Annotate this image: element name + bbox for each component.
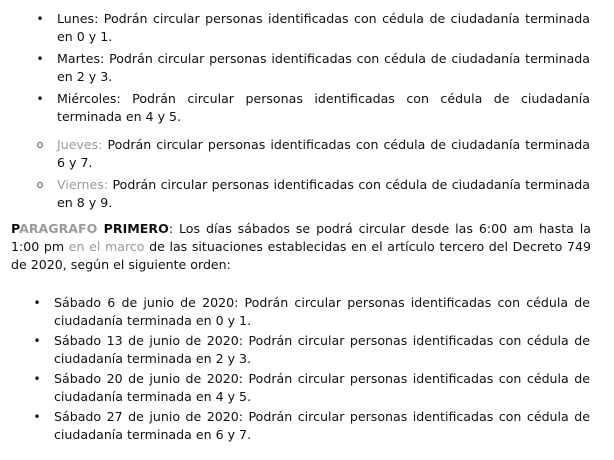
day-label: Jueves: bbox=[57, 137, 103, 152]
paragraph-text-faded: en el marco bbox=[68, 239, 145, 254]
item-text: Podrán circular personas identificadas con cédula de ciudadanía terminada 6 y 7. bbox=[57, 137, 590, 170]
bullet-icon: • bbox=[33, 410, 41, 424]
list-item bbox=[33, 294, 590, 330]
item-text: Podrán circular personas identificadas con cédula de ciudadanía terminada en 8 y 9. bbox=[57, 177, 590, 210]
saturday-schedule-list bbox=[33, 294, 590, 446]
item-text: Sábado 27 de junio de 2020: Podrán circular personas identificadas con cédula de ciudadanía terminada en 6 y 7. bbox=[54, 409, 590, 442]
list-item bbox=[36, 50, 590, 86]
item-text: Sábado 13 de junio de 2020: Podrán circular personas identificadas con cédula de ciudadanía terminada en 2 y 3. bbox=[54, 333, 590, 366]
item-text: Sábado 20 de junio de 2020: Podrán circular personas identificadas con cédula de ciudadanía terminada en 4 y 5. bbox=[54, 371, 590, 404]
paragraph-primero bbox=[11, 220, 591, 274]
paragraph-text-b: de las situaciones establecidas en el artículo tercero del Decreto 749 de 2020, según el siguiente orden: bbox=[11, 239, 591, 272]
hollow-bullet-icon: o bbox=[36, 178, 44, 191]
day-label: Miércoles: bbox=[57, 91, 121, 106]
hollow-bullet-icon: o bbox=[36, 138, 44, 151]
day-label: Viernes: bbox=[57, 177, 109, 192]
bullet-icon: • bbox=[33, 334, 41, 348]
item-text: Podrán circular personas identificadas con cédula de ciudadanía terminada en 4 y 5. bbox=[57, 91, 590, 124]
day-label: Martes: bbox=[57, 51, 105, 66]
heading-faded: ARAGRAFO bbox=[19, 221, 98, 236]
list-item bbox=[33, 370, 590, 406]
list-item bbox=[33, 332, 590, 368]
item-text: Podrán circular personas identificadas con cédula de ciudadanía terminada en 2 y 3. bbox=[57, 51, 590, 84]
list-item bbox=[36, 10, 590, 46]
heading-rest: PRIMERO bbox=[97, 221, 169, 236]
bullet-icon: • bbox=[33, 296, 41, 310]
bullet-icon: • bbox=[36, 92, 44, 106]
list-item bbox=[36, 90, 590, 126]
bullet-icon: • bbox=[36, 12, 44, 26]
weekday-schedule-list bbox=[36, 10, 590, 216]
item-text: Sábado 6 de junio de 2020: Podrán circular personas identificadas con cédula de ciudadanía terminada en 0 y 1. bbox=[54, 295, 590, 328]
bullet-icon: • bbox=[36, 52, 44, 66]
heading-first-letter: P bbox=[11, 221, 20, 236]
day-label: Lunes: bbox=[57, 11, 99, 26]
list-item bbox=[36, 136, 590, 172]
item-text: Podrán circular personas identificadas con cédula de ciudadanía terminada en 0 y 1. bbox=[57, 11, 590, 44]
list-item bbox=[36, 176, 590, 212]
paragraph-text-a: : Los días sábados se podrá circular desde las 6:00 am hasta la 1:00 pm bbox=[11, 221, 591, 254]
list-item bbox=[33, 408, 590, 444]
bullet-icon: • bbox=[33, 372, 41, 386]
